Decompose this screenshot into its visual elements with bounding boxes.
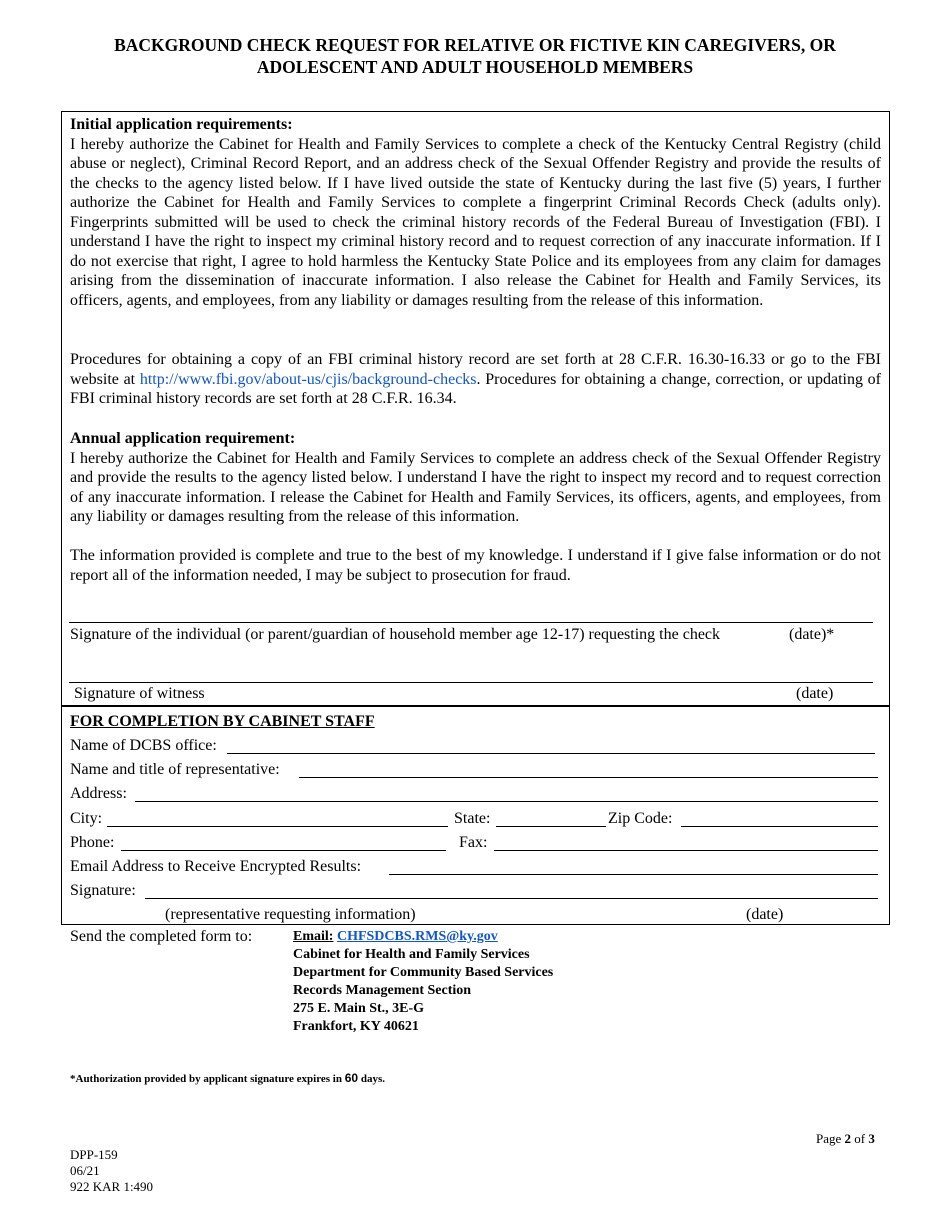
address-line-5: Frankfort, KY 40621 [293, 1019, 419, 1034]
form-id: DPP-159 [70, 1147, 118, 1162]
representative-date-caption: (date) [746, 906, 784, 923]
individual-signature-date-label: (date)* [789, 626, 835, 643]
form-revision: 06/21 [70, 1163, 100, 1178]
form-footer [70, 1147, 153, 1195]
email-results-label: Email Address to Receive Encrypted Results: [70, 858, 362, 875]
representative-caption: (representative requesting information) [165, 906, 416, 923]
dcbs-office-field[interactable] [227, 753, 875, 754]
form-regulation: 922 KAR 1:490 [70, 1179, 154, 1194]
representative-signature-field[interactable] [145, 898, 878, 899]
annual-requirement-heading: Annual application requirement: [70, 430, 296, 447]
address-field[interactable] [135, 801, 878, 802]
city-field[interactable] [107, 826, 448, 827]
page-total: 3 [868, 1131, 875, 1146]
address-line-3: Records Management Section [293, 983, 472, 998]
send-to-email-line [293, 928, 553, 946]
authorization-footnote [70, 1071, 385, 1085]
witness-signature-label: Signature of witness [74, 685, 205, 702]
page-prefix: Page [816, 1131, 845, 1146]
fbi-background-check-link[interactable]: http://www.fbi.gov/about-us/cjis/background-checks [139, 370, 477, 388]
representative-field[interactable] [299, 777, 878, 778]
email-link[interactable]: CHFSDCBS.RMS@ky.gov [336, 929, 498, 944]
mailing-address [293, 928, 553, 1036]
initial-requirements-text: I hereby authorize the Cabinet for Health and Family Services to complete a check of the Kentucky Central Registry (child abuse or neglect), Criminal Record Report, and an address check of the Sexual Offender Registry and provide the results of the checks to the agency listed below. If I have lived outside the state of Kentucky during the last five (5) years, I further authorize the Cabinet for Health and Family Services to complete a fingerprint Criminal Records Check (adults only). Fingerprints submitted will be used to check the criminal history records of the Federal Bureau of Investigation (FBI). I understand I have the right to inspect my criminal history record and to request correction of any inaccurate information. If I do not exercise that right, I agree to hold harmless the Kentucky State Police and its employees from any claim for damages arising from the dissemination of inaccurate information. I also release the Cabinet for Health and Family Services, its officers, agents, and employees, from any liability or damages resulting from the release of this information. [70, 135, 881, 309]
initial-requirements-heading: Initial application requirements: [70, 116, 293, 133]
page-current: 2 [844, 1131, 852, 1146]
send-to-label: Send the completed form to: [70, 928, 253, 945]
attestation-text: The information provided is complete and true to the best of my knowledge. I understand if I give false information or do not report all of the information needed, I may be subject to prosecution for fraud. [70, 547, 881, 584]
zip-code-field[interactable] [681, 826, 878, 827]
address-label: Address: [70, 785, 127, 802]
procedures-section [70, 350, 881, 409]
footnote-text-after: days. [358, 1073, 385, 1085]
witness-signature-date-label: (date) [796, 685, 834, 702]
procedures-text-before: Procedures for obtaining a copy of an FBI criminal history record are set forth at 28 C.F.R. 16.30-16.33 or go to the FBI website at [70, 351, 881, 388]
address-line-2: Department for Community Based Services [293, 965, 554, 980]
individual-signature-label: Signature of the individual (or parent/guardian of household member age 12-17) requesting the check [70, 626, 721, 643]
witness-signature-line[interactable] [69, 682, 873, 683]
title-line-2: ADOLESCENT AND ADULT HOUSEHOLD MEMBERS [256, 57, 694, 77]
title-line-1: BACKGROUND CHECK REQUEST FOR RELATIVE OR FICTIVE KIN CAREGIVERS, OR [114, 35, 836, 55]
representative-signature-label: Signature: [70, 882, 136, 899]
address-line-1: Cabinet for Health and Family Services [293, 947, 530, 962]
annual-requirement-section [70, 429, 881, 527]
email-label: Email: [293, 929, 334, 944]
fax-field[interactable] [494, 850, 878, 851]
annual-requirement-text: I hereby authorize the Cabinet for Health and Family Services to complete an address check of the Sexual Offender Registry and provide the results to the agency listed below. I understand I have the right to inspect my record and to request correction of any inaccurate information. I release the Cabinet for Health and Family Services, its officers, agents, and employees, from any liability or damages resulting from the release of this information. [70, 449, 881, 525]
page-title [60, 34, 890, 78]
cabinet-staff-heading: FOR COMPLETION BY CABINET STAFF [70, 713, 375, 730]
city-label: City: [70, 810, 103, 827]
state-field[interactable] [496, 826, 606, 827]
phone-label: Phone: [70, 834, 115, 851]
representative-label: Name and title of representative: [70, 761, 280, 778]
footnote-text-before: *Authorization provided by applicant signature expires in [70, 1073, 345, 1085]
phone-field[interactable] [121, 850, 446, 851]
page-of: of [851, 1131, 869, 1146]
address-line-4: 275 E. Main St., 3E-G [293, 1001, 425, 1016]
dcbs-office-label: Name of DCBS office: [70, 737, 217, 754]
email-results-field[interactable] [389, 874, 878, 875]
fax-label: Fax: [459, 834, 488, 851]
procedures-text-after: . Procedures for obtaining a change, correction, or updating of FBI criminal history records are set forth at 28 C.F.R. 16.34. [70, 370, 881, 407]
zip-code-label: Zip Code: [608, 810, 673, 827]
footnote-days: 60 [344, 1071, 359, 1085]
individual-signature-line[interactable] [69, 622, 873, 623]
state-label: State: [454, 810, 491, 827]
page-number [816, 1131, 875, 1147]
initial-requirements-section [70, 115, 881, 310]
